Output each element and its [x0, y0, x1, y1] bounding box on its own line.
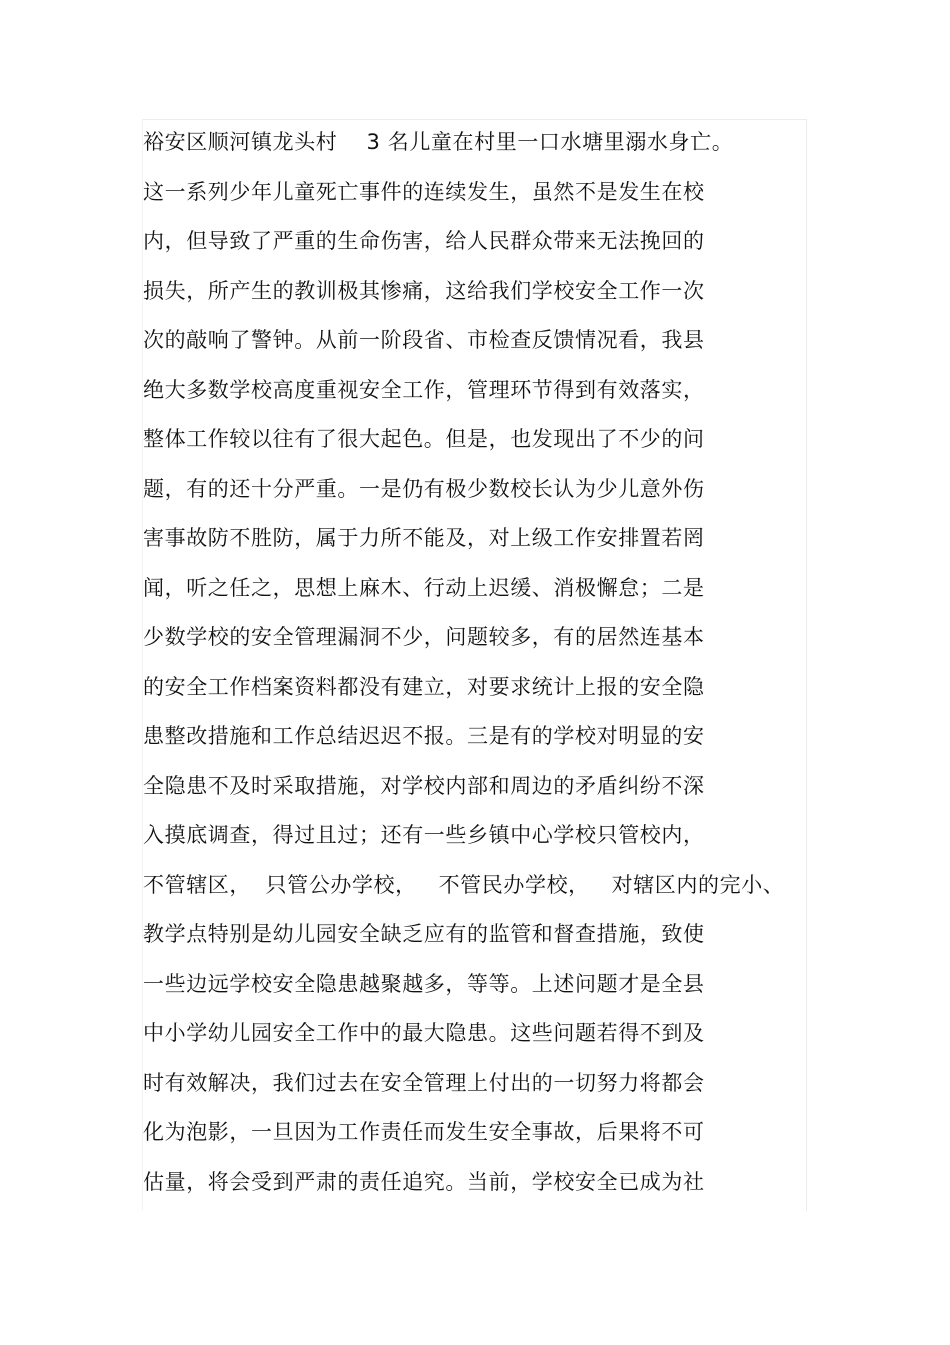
text-line: 这一系列少年儿童死亡事件的连续发生，虽然不是发生在校: [143, 179, 705, 204]
text-line: 化为泡影，一旦因为工作责任而发生安全事故，后果将不可: [143, 1120, 705, 1144]
text-line: 少数学校的安全管理漏洞不少，问题较多，有的居然连基本: [143, 625, 705, 649]
text-line: 教学点特别是幼儿园安全缺乏应有的监管和督查措施，致使: [143, 922, 705, 946]
text-line: 时有效解决，我们过去在安全管理上付出的一切努力将都会: [143, 1070, 705, 1095]
text-line: 裕安区顺河镇龙头村 3 名儿童在村里一口水塘里溺水身亡。: [143, 130, 734, 154]
text-line: 次的敲响了警钟。从前一阶段省、市检查反馈情况看，我县: [143, 328, 705, 352]
text-line: 中小学幼儿园安全工作中的最大隐患。这些问题若得不到及: [143, 1021, 705, 1045]
text-line: 一些边远学校安全隐患越聚越多，等等。上述问题才是全县: [143, 971, 705, 996]
text-line: 患整改措施和工作总结迟迟不报。三是有的学校对明显的安: [143, 724, 705, 748]
text-line: 整体工作较以往有了很大起色。但是，也发现出了不少的问: [143, 427, 705, 451]
text-line: 题，有的还十分严重。一是仍有极少数校长认为少儿意外伤: [143, 476, 705, 501]
text-line: 估量，将会受到严肃的责任追究。当前，学校安全已成为社: [143, 1169, 705, 1194]
text-line: 的安全工作档案资料都没有建立，对要求统计上报的安全隐: [143, 674, 705, 699]
body-text: [143, 118, 803, 1207]
text-line: 绝大多数学校高度重视安全工作，管理环节得到有效落实，: [143, 377, 705, 402]
text-line: 闻，听之任之，思想上麻木、行动上迟缓、消极懈怠；二是: [143, 575, 705, 600]
text-line: 内，但导致了严重的生命伤害，给人民群众带来无法挽回的: [143, 229, 705, 253]
page-frame-right-border: [806, 119, 807, 1211]
text-line: 害事故防不胜防，属于力所不能及，对上级工作安排置若罔: [143, 526, 705, 550]
text-line: 入摸底调查，得过且过；还有一些乡镇中心学校只管校内，: [143, 823, 705, 847]
text-line: 损失，所产生的教训极其惨痛，这给我们学校安全工作一次: [143, 278, 705, 303]
text-line: 全隐患不及时采取措施，对学校内部和周边的矛盾纠纷不深: [143, 773, 705, 798]
text-line: 不管辖区， 只管公办学校， 不管民办学校， 对辖区内的完小、: [143, 872, 785, 897]
